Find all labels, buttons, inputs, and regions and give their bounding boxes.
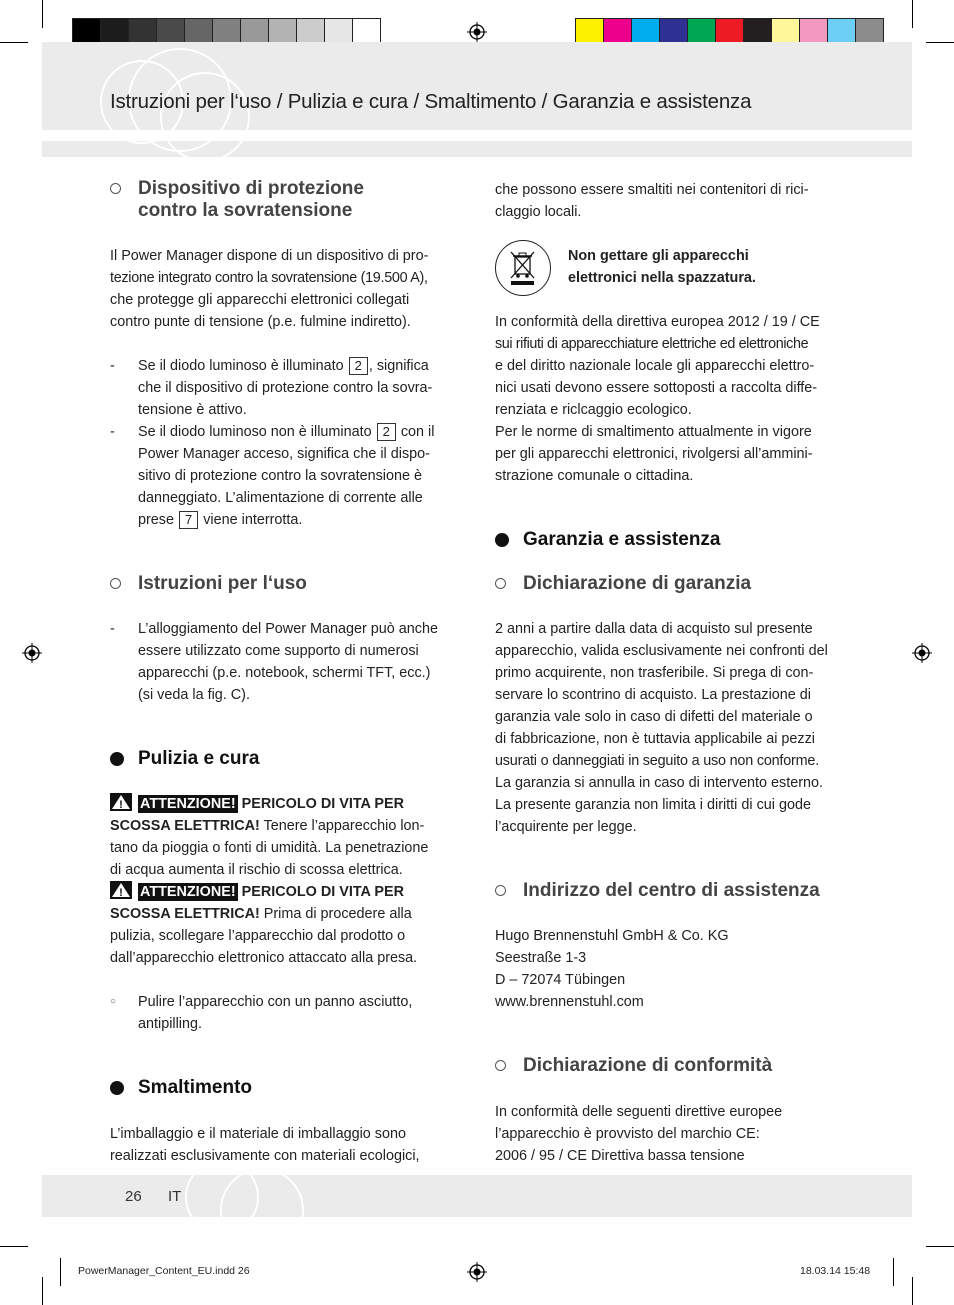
list-dash: - [110, 621, 115, 637]
list-item: Se il diodo luminoso è illuminato 2 , significa che il dispositivo di protezione contro la sovra- tensione è attivo. [138, 358, 433, 418]
section-bullet-filled [110, 752, 124, 766]
section-heading: Smaltimento [138, 1077, 253, 1098]
section-heading: Dichiarazione di conformità [523, 1055, 773, 1076]
crop-mark [60, 1258, 61, 1286]
section-bullet-open [110, 578, 121, 589]
paragraph: In conformità delle seguenti direttive europee l’apparecchio è provvisto del marchio CE: 2006 / 95 / CE Direttiva bassa tensione [495, 1104, 783, 1164]
decorative-circle [220, 1168, 304, 1252]
warning-paragraph: ! ATTENZIONE! PERICOLO DI VITA PER SCOSSA ELETTRICA! Tenere l’apparecchio lon- tano da pioggia o fonti di umidità. La penetrazione di acqua aumenta il rischio di scossa elettrica. ! ATTENZIONE! PERICOLO DI VITA PER SCOSSA ELETTRICA! Prima di procedere alla pulizia, scollegare l’apparecchio dal prodotto o dall’apparecchio elettronico attaccato alla presa. [110, 793, 428, 969]
section-bullet-filled [110, 1081, 124, 1095]
language-code: IT [168, 1188, 182, 1205]
section-heading: Istruzioni per l‘uso [138, 573, 307, 594]
section-bullet-filled [495, 533, 509, 547]
weee-crossed-bin-icon [495, 240, 551, 296]
reference-number-box: 2 [349, 357, 368, 375]
slug-filename: PowerManager_Content_EU.indd 26 [78, 1265, 250, 1277]
section-bullet-open [495, 578, 506, 589]
warning-label: ATTENZIONE! [140, 796, 236, 812]
crop-mark [912, 0, 913, 28]
paragraph: Il Power Manager dispone di un dispositivo di pro- tezione integrato contro la sovratensione (19.500 A), che protegge gli apparecchi elettronici collegati contro punte di tensione (p.e. fulmine indiretto). [110, 248, 429, 330]
weee-notice: Non gettare gli apparecchi elettronici nella spazzatura. [568, 248, 756, 286]
warning-label: ATTENZIONE! [140, 884, 236, 900]
registration-mark-icon [22, 643, 42, 663]
list-item: Pulire l’apparecchio con un panno asciutto, antipilling. [138, 994, 413, 1032]
crop-mark [926, 1246, 954, 1247]
list-dash: - [110, 358, 115, 374]
svg-text:!: ! [119, 887, 123, 899]
registration-mark-icon [912, 643, 932, 663]
list-dash: - [110, 424, 115, 440]
paragraph: 2 anni a partire dalla data di acquisto sul presente apparecchio, valida esclusivamente nei confronti del primo acquirente, non trasferibile. Si prega di con- servare lo scontrino di acquisto. La prestazione di garanzia vale solo in caso di difetti del materiale o di fabbricazione, non è tuttavia applicabile ai pezzi usurati o danneggiati in seguito a uso non conforme. La garanzia si annulla in caso di intervento esterno. La presente garanzia non limita i diritti di cui gode l’acquirente per legge. [495, 621, 828, 835]
page-number: 26 [125, 1188, 142, 1205]
crop-mark [893, 1258, 894, 1286]
section-heading: Pulizia e cura [138, 748, 260, 769]
warning-triangle-icon [110, 793, 132, 811]
service-address: Hugo Brennenstuhl GmbH & Co. KG Seestraße 1-3 D – 72074 Tübingen www.brennenstuhl.com [495, 928, 729, 1010]
list-item: L’alloggiamento del Power Manager può anche essere utilizzato come supporto di numerosi apparecchi (p.e. notebook, schermi TFT, ecc.) (si veda la fig. C). [138, 621, 439, 703]
page-title: Istruzioni per l‘uso / Pulizia e cura / Smaltimento / Garanzia e assistenza [110, 90, 752, 113]
list-bullet-icon: ○ [110, 996, 117, 1007]
paragraph: L’imballaggio e il materiale di imballaggio sono realizzati esclusivamente con materiali ecologici, [110, 1126, 420, 1164]
svg-text:!: ! [119, 799, 123, 811]
crop-mark [0, 42, 28, 43]
section-bullet-open [110, 183, 121, 194]
section-bullet-open [495, 885, 506, 896]
section-bullet-open [495, 1060, 506, 1071]
crop-mark [42, 1277, 43, 1305]
decorative-circle [160, 72, 250, 162]
crop-mark [912, 1277, 913, 1305]
registration-mark-icon [467, 1262, 487, 1282]
section-heading: Garanzia e assistenza [523, 529, 721, 550]
paragraph: In conformità della direttiva europea 2012 / 19 / CE sui rifiuti di apparecchiature elettriche ed elettroniche e del diritto nazionale locale gli apparecchi elettro- nici usati devono essere sottoposti a raccolta diffe- renziata e riclcaggio ecologico. Per le norme di smaltimento attualmente in vigore per gli apparecchi elettronici, rivolgersi all’ammini- strazione comunale o cittadina. [495, 314, 820, 484]
section-heading: Dispositivo di protezione contro la sovratensione [138, 178, 364, 221]
section-heading: Indirizzo del centro di assistenza [523, 880, 820, 901]
paragraph: che possono essere smaltiti nei contenitori di rici- claggio locali. [495, 182, 809, 220]
slug-timestamp: 18.03.14 15:48 [800, 1265, 871, 1277]
reference-number-box: 2 [377, 423, 396, 441]
list-item: Se il diodo luminoso non è illuminato 2 con il Power Manager acceso, significa che il dispo- sitivo di protezione contro la sovratensione è danneggiato. L’alimentazione di corrente alle prese 7 viene interrotta. [138, 424, 435, 528]
reference-number-box: 7 [179, 511, 198, 529]
section-heading: Dichiarazione di garanzia [523, 573, 752, 594]
crop-mark [0, 1246, 28, 1247]
warning-triangle-icon [110, 881, 132, 899]
crop-mark [926, 42, 954, 43]
registration-mark-icon [467, 22, 487, 42]
crop-mark [42, 0, 43, 28]
